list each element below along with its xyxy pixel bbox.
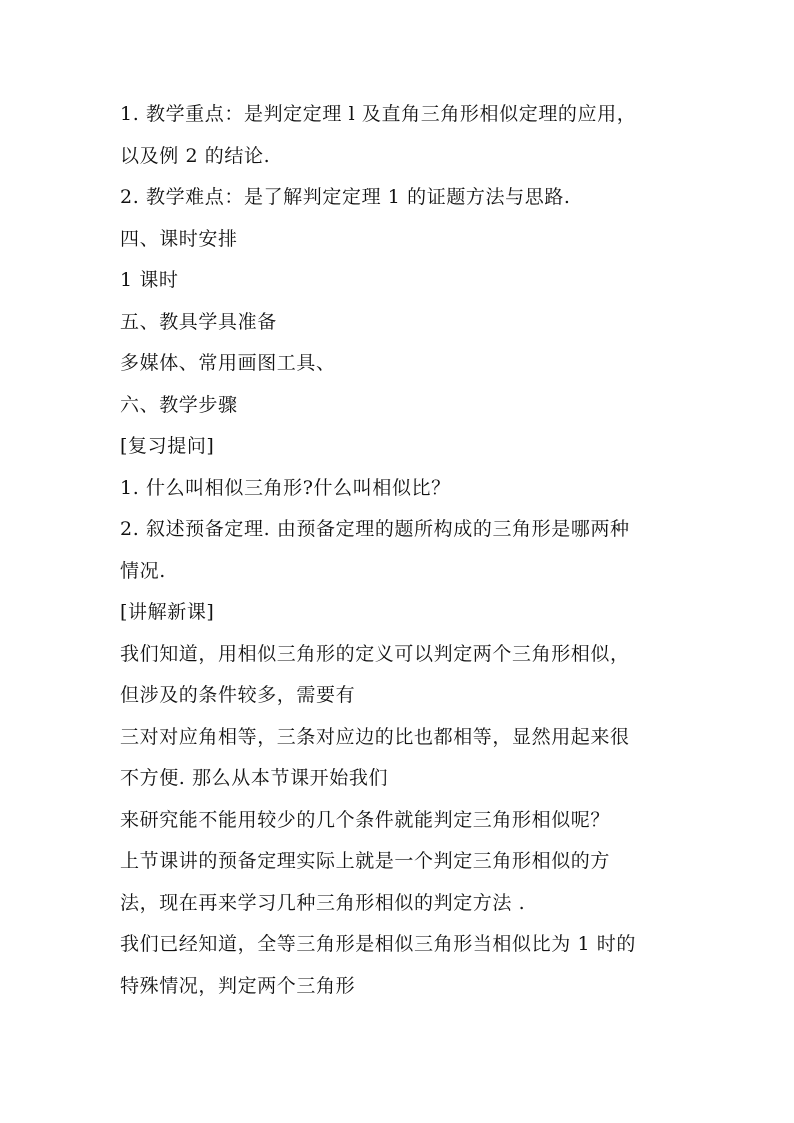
text-line-paragraph-2: 但涉及的条件较多，需要有	[120, 684, 356, 706]
text-line-class-hours: 1 课时	[120, 269, 179, 291]
text-line-key-points: 1. 教学重点：是判定定理 l 及直角三角形相似定理的应用，	[120, 103, 637, 125]
text-line-paragraph-1: 我们知道，用相似三角形的定义可以判定两个三角形相似，	[120, 642, 630, 665]
section-heading-steps: 六、教学步骤	[120, 393, 238, 416]
document-body	[120, 94, 690, 1007]
section-heading-materials: 五、教具学具准备	[120, 310, 277, 333]
text-line-paragraph-4: 不方便. 那么从本节课开始我们	[120, 767, 389, 789]
text-line-question-2: 2. 叙述预备定理. 由预备定理的题所构成的三角形是哪两种	[120, 518, 630, 540]
subheading-new-lesson: [讲解新课]	[120, 601, 215, 623]
text-line-materials: 多媒体、常用画图工具、	[120, 352, 336, 374]
text-line-paragraph-8: 我们已经知道，全等三角形是相似三角形当相似比为 1 时的	[120, 933, 636, 955]
text-line-paragraph-9: 特殊情况，判定两个三角形	[120, 974, 356, 997]
text-line-paragraph-5: 来研究能不能用较少的几个条件就能判定三角形相似呢？	[120, 808, 611, 831]
section-heading-schedule: 四、课时安排	[120, 227, 238, 250]
subheading-review: [复习提问]	[120, 435, 215, 457]
text-line-paragraph-3: 三对对应角相等，三条对应边的比也都相等，显然用起来很	[120, 725, 630, 748]
text-line-difficult-points: 2. 教学难点：是了解判定定理 1 的证题方法与思路.	[120, 186, 571, 208]
text-line-question-2-cont: 情况.	[120, 559, 166, 582]
text-line-paragraph-6: 上节课讲的预备定理实际上就是一个判定三角形相似的方	[120, 850, 611, 872]
text-line-paragraph-7: 法，现在再来学习几种三角形相似的判定方法 .	[120, 891, 526, 914]
text-line-key-points-cont: 以及例 2 的结论.	[120, 144, 271, 167]
text-line-question-1: 1. 什么叫相似三角形?什么叫相似比？	[120, 476, 451, 499]
